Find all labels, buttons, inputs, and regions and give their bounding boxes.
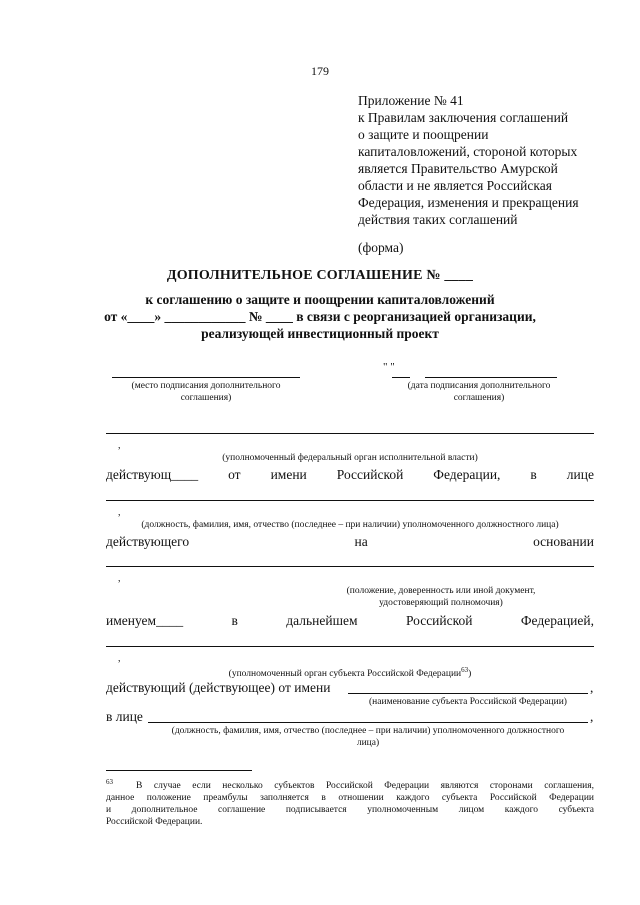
acting-word: действующ____	[106, 467, 199, 482]
form-label: (форма)	[358, 240, 404, 255]
named-word: Российской	[405, 613, 473, 628]
page-number: 179	[311, 64, 329, 78]
document-title: ДОПОЛНИТЕЛЬНОЕ СОГЛАШЕНИЕ № ____	[166, 268, 474, 283]
named-word: дальнейшем	[286, 613, 358, 628]
subtitle-line: реализующей инвестиционный проект	[201, 326, 439, 341]
appendix-line: является Правительство Амурской	[358, 161, 558, 176]
subtitle-line: к соглашению о защите и поощрении капиталовложений	[145, 292, 495, 307]
named-row	[106, 613, 594, 629]
date-day-line	[392, 377, 410, 378]
footnote: $^{63}$ В случае если несколько субъектов Российской Федерации являются сторонами соглашения, данное положение преамбулы заполняется в отношении каждого субъекта Российской Федерации и дополнительное соглашение подписывается уполномоченным лицом каждого субъекта Российской Федерации.	[106, 778, 594, 828]
appendix-line: области и не является Российская	[358, 178, 552, 193]
subject-name-line	[348, 693, 588, 694]
named-word: в	[231, 613, 238, 628]
appendix-line: действия таких соглашений	[358, 212, 518, 227]
acting-word: от	[228, 467, 241, 482]
subtitle-line: от «____» ____________ № ____ в связи с реорганизацией организации,	[104, 309, 536, 324]
appendix-line: Приложение № 41	[358, 93, 464, 108]
document-subtitle	[0, 291, 640, 342]
signing-place-line	[112, 377, 300, 378]
appendix-line: капиталовложений, стороной которых	[358, 144, 578, 159]
acting-word: лице	[566, 467, 594, 482]
acting-word: в	[530, 467, 537, 482]
footnote-ref: 63	[461, 666, 469, 674]
subject-body-caption: (уполномоченный орган субъекта Российской Федерации$^{63}$)	[228, 666, 472, 680]
subject-body-line	[106, 646, 594, 647]
comma: ,	[118, 440, 121, 451]
subject-name-caption: (наименование субъекта Российской Федерации)	[369, 697, 567, 707]
comma: ,	[118, 653, 121, 664]
official-line	[106, 500, 594, 501]
basis-word: на	[354, 534, 368, 549]
signing-date-caption: (дата подписания дополнительного соглашения)	[407, 381, 551, 403]
acting-word: имени	[270, 467, 307, 482]
trailing-comma: ,	[590, 680, 594, 695]
date-month-year-line	[425, 377, 557, 378]
authority-document-caption: (положение, доверенность или иной документ, удостоверяющий полномочия)	[346, 586, 536, 608]
appendix-header	[358, 92, 579, 228]
named-word: Федерацией,	[520, 613, 594, 628]
official-2-caption: (должность, фамилия, имя, отчество (последнее – при наличии) уполномоченного должностного лица)	[171, 726, 565, 748]
appendix-line: о защите и поощрении	[358, 127, 489, 142]
trailing-comma: ,	[590, 709, 594, 724]
basis-word: основании	[533, 534, 594, 549]
in-person-label: в лице	[106, 709, 143, 724]
acting-word: Российской	[336, 467, 404, 482]
basis-word: действующего	[106, 534, 190, 549]
federal-body-line	[106, 433, 594, 434]
appendix-line: к Правилам заключения соглашений	[358, 110, 569, 125]
footnote-number: 63	[106, 778, 113, 786]
official-2-line	[148, 722, 588, 723]
footnote-separator	[106, 770, 252, 771]
acting-on-behalf-label: действующий (действующее) от имени	[106, 680, 331, 695]
signing-place-caption: (место подписания дополнительного соглашения)	[131, 381, 281, 403]
acting-row	[106, 467, 594, 483]
acting-word: Федерации,	[433, 467, 501, 482]
acting-basis-row	[106, 534, 594, 550]
date-quote-marks: " "	[383, 361, 395, 373]
comma: ,	[118, 507, 121, 518]
appendix-line: Федерация, изменения и прекращения	[358, 195, 579, 210]
document-line	[106, 566, 594, 567]
named-word: именуем____	[106, 613, 184, 628]
official-caption: (должность, фамилия, имя, отчество (последнее – при наличии) уполномоченного должностного лица)	[141, 520, 559, 530]
comma: ,	[118, 573, 121, 584]
federal-body-caption: (уполномоченный федеральный орган исполнительной власти)	[222, 453, 478, 463]
